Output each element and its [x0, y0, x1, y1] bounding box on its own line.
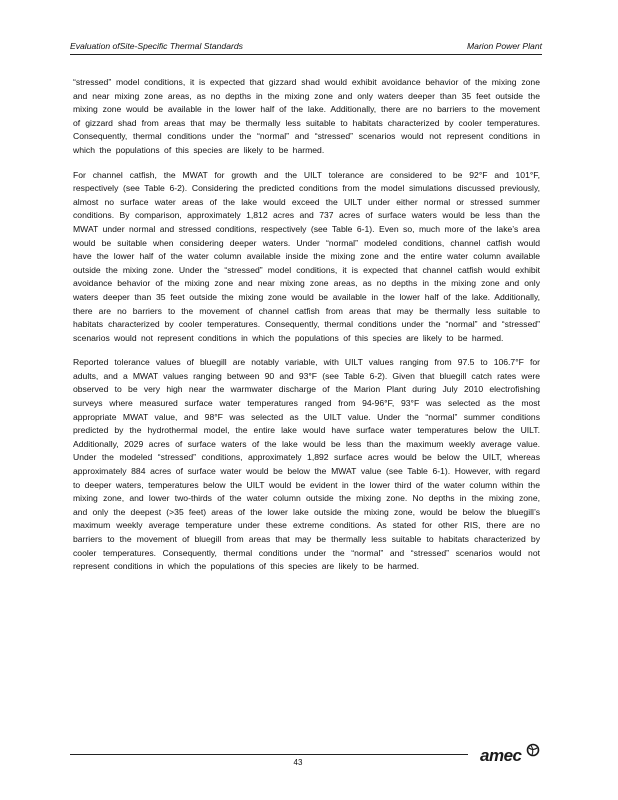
paragraph-bluegill: Reported tolerance values of bluegill are notably variable, with UILT values ranging from 97.5 to 106.7°F for adults, and a MWAT values ranging between 90 and 93°F (see Table 6-2). Given that bluegill catch rates were observed to be very high near the warmwater discharge of the Marion Plant during July 2010 electrofishing surveys where measured surface water temperatures ranged from 94-96°F, 93°F was selected as the most appropriate MWAT value, and 98°F was selected as the UILT value. Under the “normal” summer conditions predicted by the hydrothermal model, the entire lake would have surface water temperatures below the UILT. Additionally, 2029 acres of surface waters of the lake would be less than the maximum weekly average value. Under the modeled “stressed” conditions, approximately 1,892 surface acres would be below the UILT, whereas approximately 884 acres of surface water would be below the MWAT value (see Table 6-1). However, with regard to deeper waters, temperatures below the UILT would be evident in the lower third of the water column within the mixing zone, and lower two-thirds of the water column outside the mixing zone. No depths in the mixing zone, and only the deepest (>35 feet) areas of the lower lake outside the mixing zone, would be below the bluegill’s maximum weekly average temperature under these extreme conditions. As stated for other RIS, there are no barriers to the movement of bluegill from areas that may be thermally less suitable to habitats characterized by cooler temperatures. Consequently, thermal conditions under the “normal” and “stressed” scenarios would not represent conditions in which the populations of this species are likely to be harmed. — [73, 357, 540, 572]
plant-name: Marion Power Plant — [467, 41, 542, 51]
logo-wordmark: amec — [480, 746, 522, 765]
page-header — [70, 41, 542, 54]
paragraph-channel-catfish: For channel catfish, the MWAT for growth and the UILT tolerance are considered to be 92°F and 101°F, respectively (see Table 6-2). Considering the predicted conditions from the model simulations discussed previously, almost no surface water areas of the lake would exceed the UILT under either normal or stressed summer conditions. By comparison, approximately 1,812 acres and 737 acres of surface waters would be less than the MWAT under normal and stressed conditions, respectively (see Table 6-1). Even so, much more of the lake’s area would be suitable when considering deeper waters. Under “normal” modeled conditions, channel catfish would have the lower half of the water column available inside the mixing zone and the entire water column available outside the mixing zone. Under the “stressed” model conditions, it is expected that channel catfish would exhibit avoidance behavior of the mixing zone and near mixing zone areas, as no depths in the mixing zone and only waters deeper than 35 feet outside the mixing zone would be available in the lower half of the lake. Additionally, there are no barriers to the movement of channel catfish from areas that may be thermally less suitable to habitats characterized by cooler temperatures. Consequently, thermal conditions under the “normal” and “stressed” scenarios would not represent conditions in which the populations of this species are likely to be harmed. — [73, 169, 540, 343]
footer-divider — [70, 754, 468, 755]
paragraph-gizzard-shad: “stressed” model conditions, it is expected that gizzard shad would exhibit avoidance behavior of the mixing zone and near mixing zone areas, as no depths in the mixing zone and only waters deeper than 35 feet outside the mixing zone would be available in the lower half of the lake. Additionally, there are no barriers to the movement of gizzard shad from areas that may be thermally less suitable to habitats characterized by cooler temperatures. Consequently, thermal conditions under the “normal” and “stressed” scenarios would not represent conditions in which the populations of this species are likely to be harmed. — [73, 77, 540, 155]
amec-logo — [480, 743, 546, 769]
header-divider — [70, 54, 542, 55]
globe-icon — [526, 743, 540, 757]
page-number: 43 — [293, 758, 303, 767]
document-body — [73, 76, 540, 585]
document-title: Evaluation ofSite-Specific Thermal Standards — [70, 41, 243, 51]
